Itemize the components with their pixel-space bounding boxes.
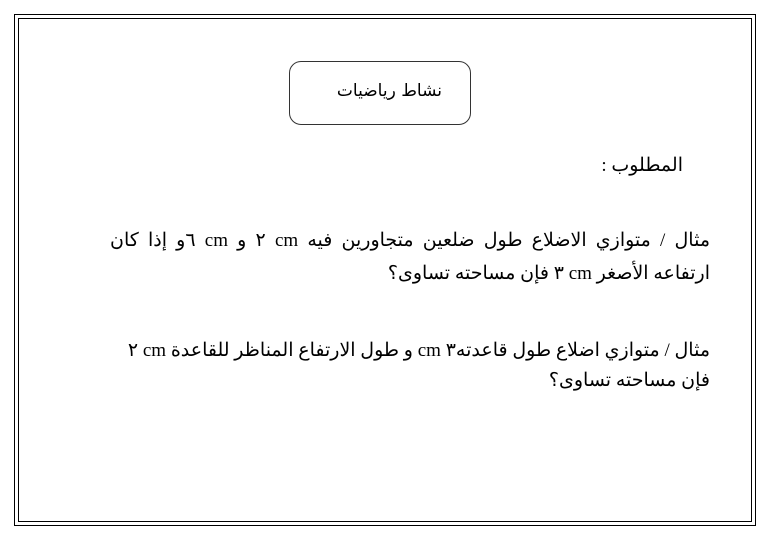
page-title: نشاط رياضيات [336,81,442,101]
example2-line1: مثال / متوازي اضلاع طول قاعدته٣ cm و طول الارتفاع المناظر للقاعدة cm ٢ [127,340,710,361]
required-label: المطلوب : [601,155,683,176]
title-box [289,61,471,125]
example1-line1: مثال / متوازي الاضلاع طول ضلعين متجاورين فيه cm ٢ و cm ٦و إذا كان [110,230,710,251]
example2-line2: فإن مساحته تساوى؟ [548,370,710,391]
example1-line2: ارتفاعه الأصغر cm ٣ فإن مساحته تساوى؟ [387,263,710,284]
